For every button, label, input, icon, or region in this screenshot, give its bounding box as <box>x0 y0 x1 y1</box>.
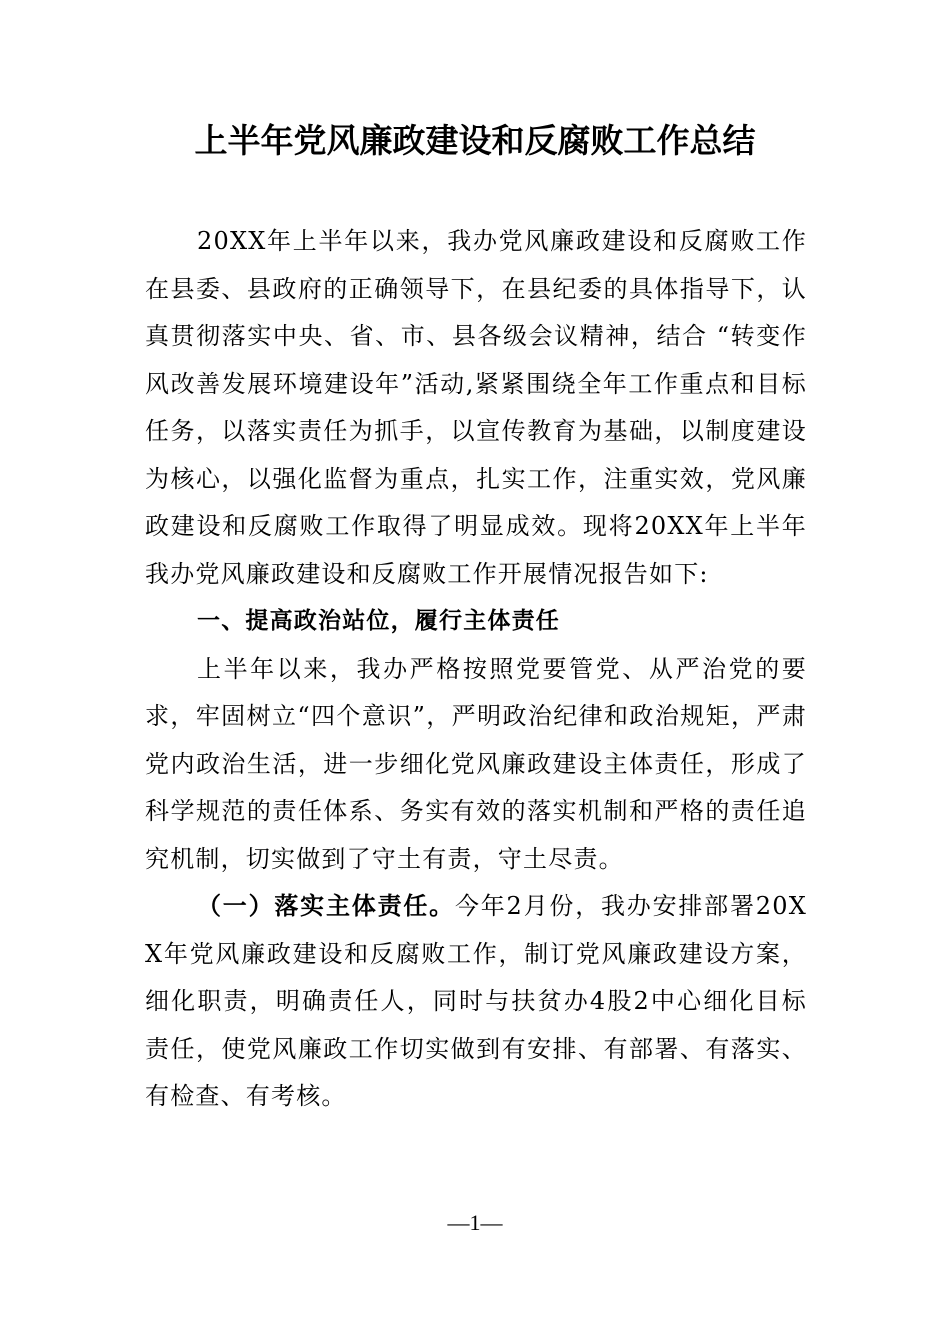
page-number: —1— <box>447 1210 503 1235</box>
document-body <box>145 218 807 1121</box>
paragraph-section-1: 上半年以来，我办严格按照党要管党、从严治党的要求，牢固树立“四个意识”，严明政治纪律和政治规矩，严肃党内政治生活，进一步细化党风廉政建设主体责任，形成了科学规范的责任体系、务实有效的落实机制和严格的责任追究机制，切实做到了守土有责，守土尽责。 <box>145 654 807 873</box>
paragraph-subsection-1 <box>145 883 807 1121</box>
subsection-text: 今年2月份，我办安排部署20XX年党风廉政建设和反腐败工作，制订党风廉政建设方案，细化职责，明确责任人，同时与扶贫办4股2中心细化目标责任，使党风廉政工作切实做到有安排、有部署、有落实、有检查、有考核。 <box>145 892 807 1110</box>
document-title: 上半年党风廉政建设和反腐败工作总结 <box>194 121 756 160</box>
paragraph-intro: 20XX年上半年以来，我办党风廉政建设和反腐败工作在县委、县政府的正确领导下，在县纪委的具体指导下，认真贯彻落实中央、省、市、县各级会议精神，结合 “转变作风改善发展环境建设年”活动,紧紧围绕全年工作重点和目标任务，以落实责任为抓手，以宣传教育为基础，以制度建设为核心，以强化监督为重点，扎实工作，注重实效，党风廉政建设和反腐败工作取得了明显成效。现将20XX年上半年我办党风廉政建设和反腐败工作开展情况报告如下: <box>145 227 807 588</box>
section-heading-1: 一、提高政治站位，履行主体责任 <box>197 608 560 634</box>
subsection-lead: （一）落实主体责任。 <box>197 892 455 920</box>
